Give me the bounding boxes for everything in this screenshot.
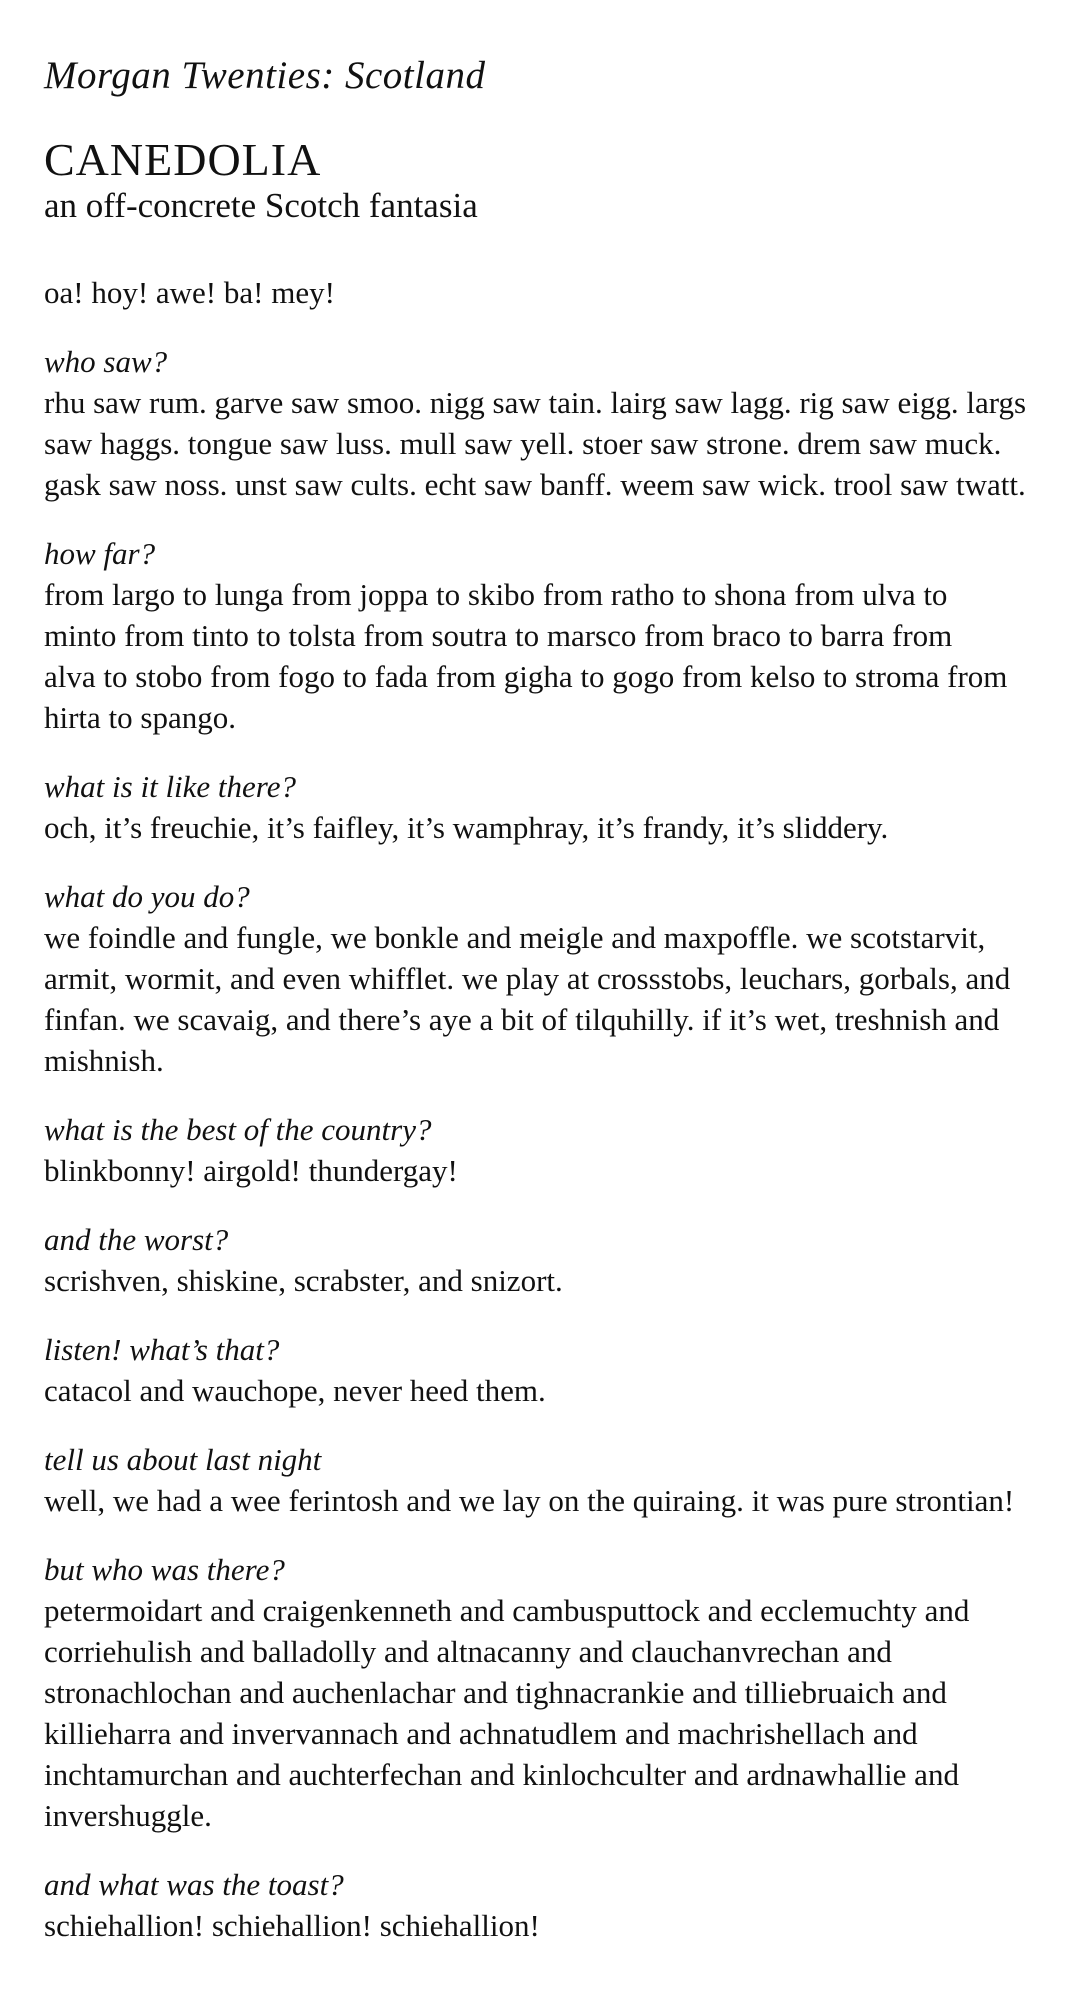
stanza-line: petermoidart and craigenkenneth and cambusputtock and ecclemuchty and	[44, 1593, 970, 1628]
stanza-line: stronachlochan and auchenlachar and tighnacrankie and tilliebruaich and	[44, 1675, 947, 1710]
stanza-line: armit, wormit, and even whifflet. we play at crossstobs, leuchars, gorbals, and	[44, 961, 1011, 996]
opening-line: oa! hoy! awe! ba! mey!	[44, 275, 335, 310]
stanza	[44, 1549, 1040, 1836]
stanza-line: och, it’s freuchie, it’s faifley, it’s wamphray, it’s frandy, it’s sliddery.	[44, 810, 889, 845]
stanza-line: inchtamurchan and auchterfechan and kinlochculter and ardnawhallie and	[44, 1757, 959, 1792]
stanza	[44, 1219, 1040, 1301]
stanza-line: catacol and wauchope, never heed them.	[44, 1373, 546, 1408]
stanza-question: tell us about last night	[44, 1442, 322, 1477]
stanza-question: and the worst?	[44, 1222, 229, 1257]
stanza-question: what is the best of the country?	[44, 1112, 432, 1147]
stanza-line: scrishven, shiskine, scrabster, and snizort.	[44, 1263, 563, 1298]
stanza-question: what do you do?	[44, 879, 250, 914]
stanza-question: who saw?	[44, 344, 168, 379]
stanza-line: saw haggs. tongue saw luss. mull saw yell. stoer saw strone. drem saw muck.	[44, 426, 1002, 461]
stanza-question: and what was the toast?	[44, 1867, 344, 1902]
stanza-line: corriehulish and balladolly and altnacanny and clauchanvrechan and	[44, 1634, 892, 1669]
stanza	[44, 1439, 1040, 1521]
stanza-line: blinkbonny! airgold! thundergay!	[44, 1153, 458, 1188]
stanza	[44, 876, 1040, 1081]
poem-title: CANEDOLIA	[44, 134, 322, 185]
stanza-question: how far?	[44, 536, 156, 571]
series-heading: Morgan Twenties: Scotland	[44, 54, 486, 97]
stanza-line: mishnish.	[44, 1043, 164, 1078]
stanza-line: we foindle and fungle, we bonkle and meigle and maxpoffle. we scotstarvit,	[44, 920, 986, 955]
stanza-question: what is it like there?	[44, 769, 296, 804]
stanza-line: gask saw noss. unst saw cults. echt saw banff. weem saw wick. trool saw twatt.	[44, 467, 1026, 502]
stanza	[44, 766, 1040, 848]
poem-subtitle: an off-concrete Scotch fantasia	[44, 186, 478, 225]
stanza-question: but who was there?	[44, 1552, 285, 1587]
stanza-line: alva to stobo from fogo to fada from gigha to gogo from kelso to stroma from	[44, 659, 1008, 694]
stanza-line: rhu saw rum. garve saw smoo. nigg saw tain. lairg saw lagg. rig saw eigg. largs	[44, 385, 1027, 420]
stanza-question: listen! what’s that?	[44, 1332, 280, 1367]
stanza-line: killieharra and invervannach and achnatudlem and machrishellach and	[44, 1716, 918, 1751]
stanza-line: minto from tinto to tolsta from soutra to marsco from braco to barra from	[44, 618, 953, 653]
stanza-line: invershuggle.	[44, 1798, 212, 1833]
stanza-line: schiehallion! schiehallion! schiehallion!	[44, 1908, 540, 1943]
stanza-line: finfan. we scavaig, and there’s aye a bit of tilquhilly. if it’s wet, treshnish and	[44, 1002, 1000, 1037]
stanza	[44, 341, 1040, 505]
stanza	[44, 1109, 1040, 1191]
poem-body	[44, 341, 1040, 1946]
stanza-line: from largo to lunga from joppa to skibo from ratho to shona from ulva to	[44, 577, 948, 612]
stanza	[44, 1864, 1040, 1946]
stanza-line: well, we had a wee ferintosh and we lay on the quiraing. it was pure strontian!	[44, 1483, 1015, 1518]
stanza	[44, 533, 1040, 738]
stanza-line: hirta to spango.	[44, 700, 236, 735]
stanza	[44, 1329, 1040, 1411]
